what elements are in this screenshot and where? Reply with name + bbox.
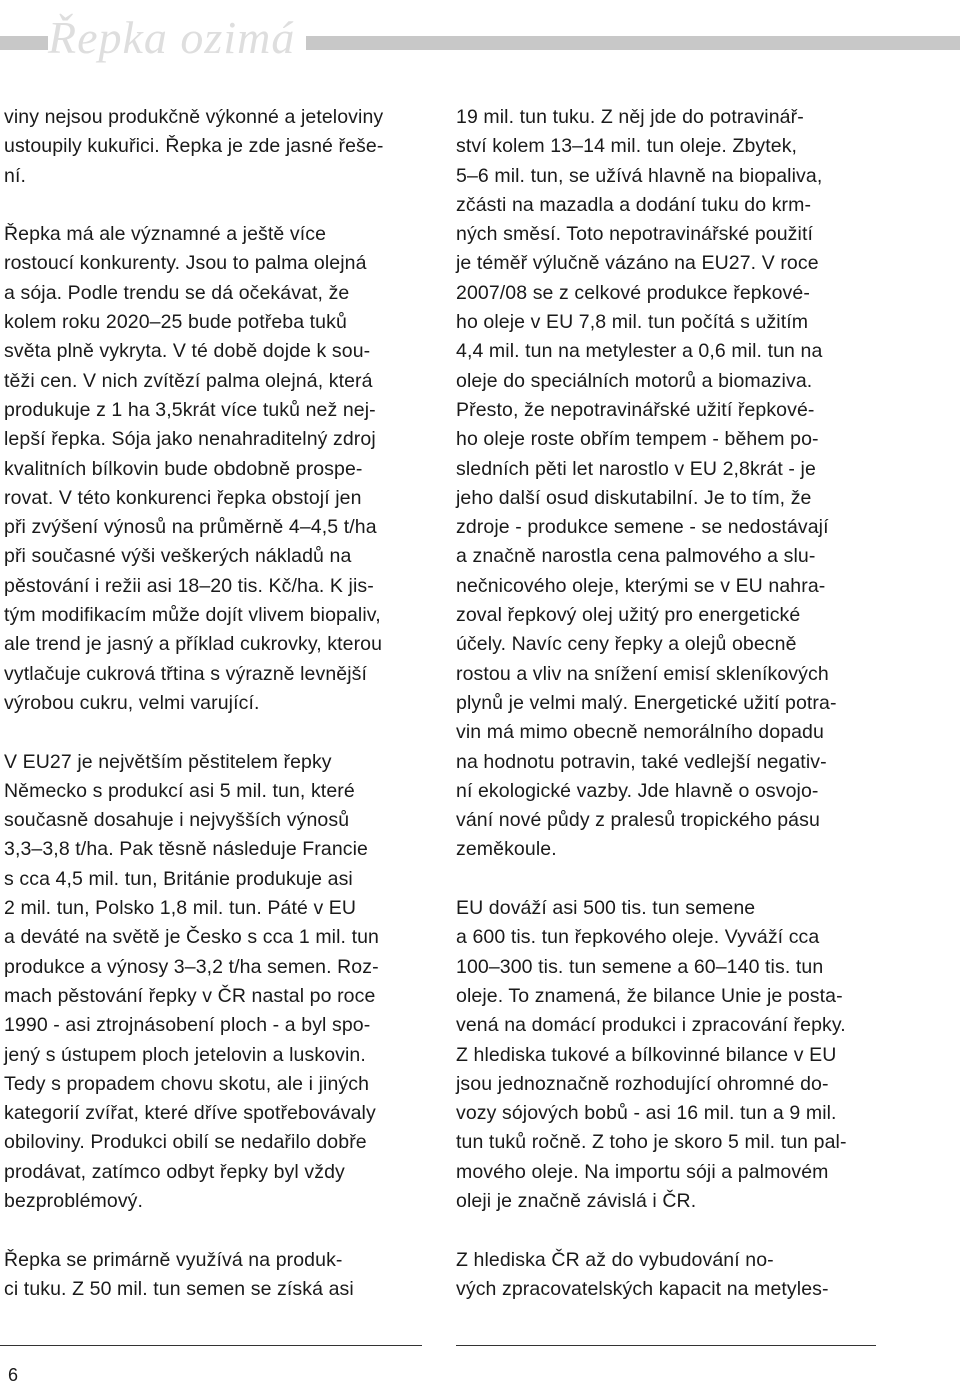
page-header: [0, 0, 960, 85]
footer-rule-right: [456, 1345, 876, 1346]
footer-rule-left: [0, 1345, 422, 1346]
header-title: Řepka ozimá: [48, 12, 296, 63]
left-paragraph-1: viny nejsou produkčně výkonné a jeteloviny ustoupily kukuřici. Řepka je zde jasné řeše- ní.: [4, 106, 384, 187]
header-bar-right: [306, 36, 960, 50]
left-column: [4, 103, 422, 1304]
right-paragraph-2: EU dováží asi 500 tis. tun semene a 600 tis. tun řepkového oleje. Vyváží cca 100–300 tis. tun semene a 60–140 tis. tun oleje. To znamená, že bilance Unie je posta- vená na domácí produkci i zpracování řepky. Z hlediska tukové a bílkovinné bilance v EU jsou jednoznačně rozhodující ohromné do- vozy sójových bobů - asi 16 mil. tun a 9 mil. tun tuků ročně. Z toho je skoro 5 mil. tun pal- mového oleje. Na importu sóji a palmovém oleji je značně závislá i ČR.: [456, 897, 847, 1212]
header-bar-left: [0, 36, 48, 50]
left-paragraph-3: V EU27 je největším pěstitelem řepky Německo s produkcí asi 5 mil. tun, které současně dosahuje i nejvyšších výnosů 3,3–3,8 t/ha. Pak těsně následuje Francie s cca 4,5 mil. tun, Británie produkuje asi 2 mil. tun, Polsko 1,8 mil. tun. Páté v EU a deváté na světě je Česko s cca 1 mil. tun produkce a výnosy 3–3,2 t/ha semen. Roz- mach pěstování řepky v ČR nastal po roce 1990 - asi ztrojnásobení ploch - a byl spo- jený s ústupem ploch jetelovin a luskovin. Tedy s propadem chovu skotu, ale i jiných kategorií zvířat, které dříve spotřebovávaly obiloviny. Produkci obilí se nedařilo dobře prodávat, zatímco odbyt řepky byl vždy bezproblémový.: [4, 750, 379, 1212]
right-column: [456, 103, 874, 1304]
left-paragraph-4: Řepka se primárně využívá na produk- ci tuku. Z 50 mil. tun semen se získá asi: [4, 1248, 354, 1300]
right-paragraph-1: 19 mil. tun tuku. Z něj jde do potravinář- ství kolem 13–14 mil. tun oleje. Zbytek, 5–6 mil. tun, se užívá hlavně na biopaliva, zčásti na mazadla a dodání tuku do krm- ných směsí. Toto nepotravinářské použití je téměř výlučně vázáno na EU27. V roce 2007/08 se z celkové produkce řepkové- ho oleje v EU 7,8 mil. tun počítá s užitím 4,4 mil. tun na metylester a 0,6 mil. tun na oleje do speciálních motorů a biomaziva. Přesto, že nepotravinářské užití řepkové- ho oleje roste obřím tempem - během po- sledních pěti let narostlo v EU 2,8krát - je jeho další osud diskutabilní. Je to tím, že zdroje - produkce semene - se nedostávají a značně narostla cena palmového a slu- nečnicového oleje, kterými se v EU nahra- zoval řepkový olej užitý pro energetické účely. Navíc ceny řepky a olejů obecně rostou a vliv na snížení emisí skleníkových plynů je velmi malý. Energetické užití potra- vin má mimo obecně nemorálního dopadu na hodnotu potravin, také vedlejší negativ- ní ekologické vazby. Jde hlavně o osvojo- vání nové půdy z pralesů tropického pásu zeměkoule.: [456, 106, 837, 861]
right-paragraph-3: Z hlediska ČR až do vybudování no- vých zpracovatelských kapacit na metyles-: [456, 1248, 829, 1300]
left-paragraph-2: Řepka má ale významné a ještě více rostoucí konkurenty. Jsou to palma olejná a sója. Podle trendu se dá očekávat, že kolem roku 2020–25 bude potřeba tuků světa plně vykryta. V té době dojde k sou- těži cen. V nich zvítězí palma olejná, která produkuje z 1 ha 3,5krát více tuků než nej- lepší řepka. Sója jako nenahraditelný zdroj kvalitních bílkovin bude obdobně prospe- rovat. V této konkurenci řepka obstojí jen při zvýšení výnosů na průměrně 4–4,5 t/ha při současné výši veškerých nákladů na pěstování i režii asi 18–20 tis. Kč/ha. K jis- tým modifikacím může dojít vlivem biopaliv, ale trend je jasný a příklad cukrovky, kterou vytlačuje cukrová třtina s výrazně levnější výrobou cukru, velmi varující.: [4, 223, 383, 714]
page-number: 6: [8, 1365, 19, 1385]
